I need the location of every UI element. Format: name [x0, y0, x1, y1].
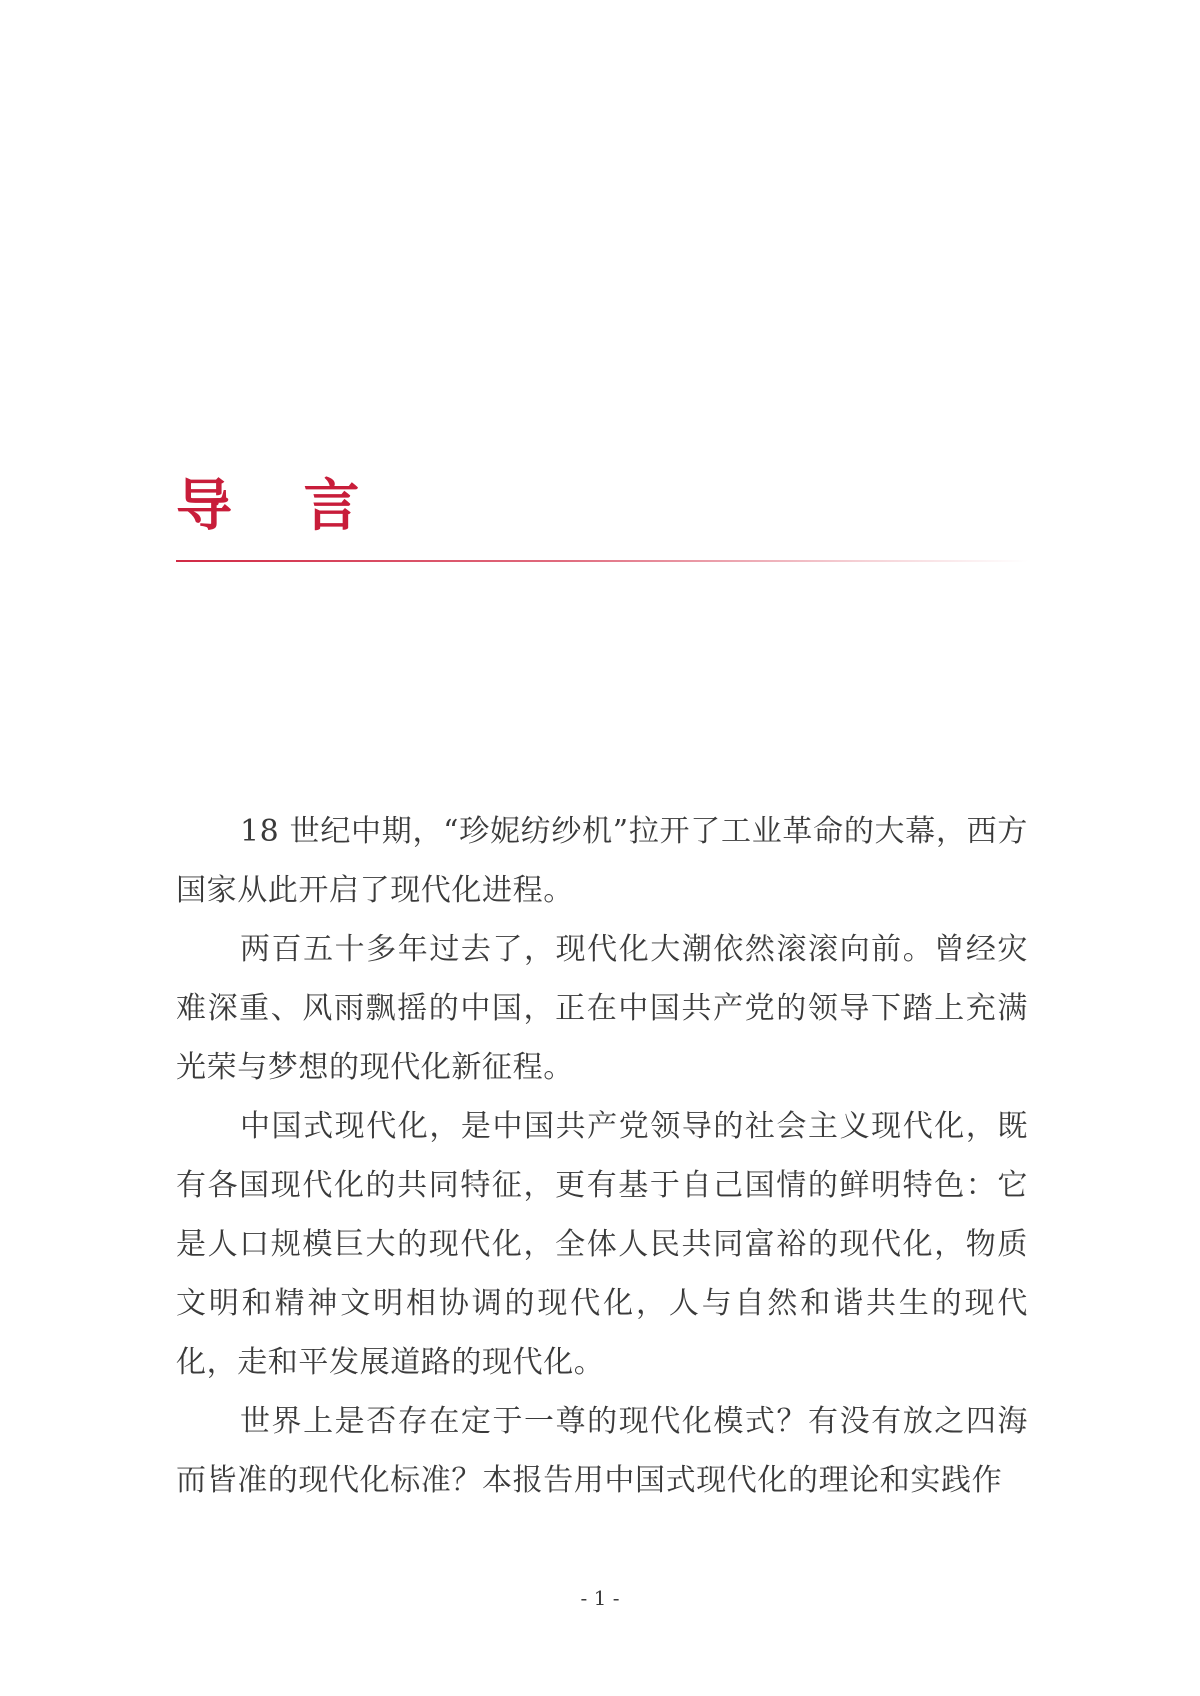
paragraph-2: 两百五十多年过去了，现代化大潮依然滚滚向前。曾经灾难深重、风雨飘摇的中国，正在中国共产党的领导下踏上充满光荣与梦想的现代化新征程。 — [176, 932, 1028, 1085]
page-number: - 1 - — [580, 1586, 620, 1610]
paragraph-3: 中国式现代化，是中国共产党领导的社会主义现代化，既有各国现代化的共同特征，更有基于自己国情的鲜明特色：它是人口规模巨大的现代化，全体人民共同富裕的现代化，物质文明和精神文明相协调的现代化，人与自然和谐共生的现代化，走和平发展道路的现代化。 — [176, 1109, 1028, 1380]
body-text — [176, 802, 1028, 1510]
paragraph-1: 18 世纪中期，“珍妮纺纱机”拉开了工业革命的大幕，西方国家从此开启了现代化进程。 — [176, 814, 1028, 908]
paragraph-4: 世界上是否存在定于一尊的现代化模式？有没有放之四海而皆准的现代化标准？本报告用中国式现代化的理论和实践作 — [176, 1404, 1028, 1498]
section-heading: 导 言 — [176, 473, 386, 539]
heading-divider — [176, 560, 1028, 562]
